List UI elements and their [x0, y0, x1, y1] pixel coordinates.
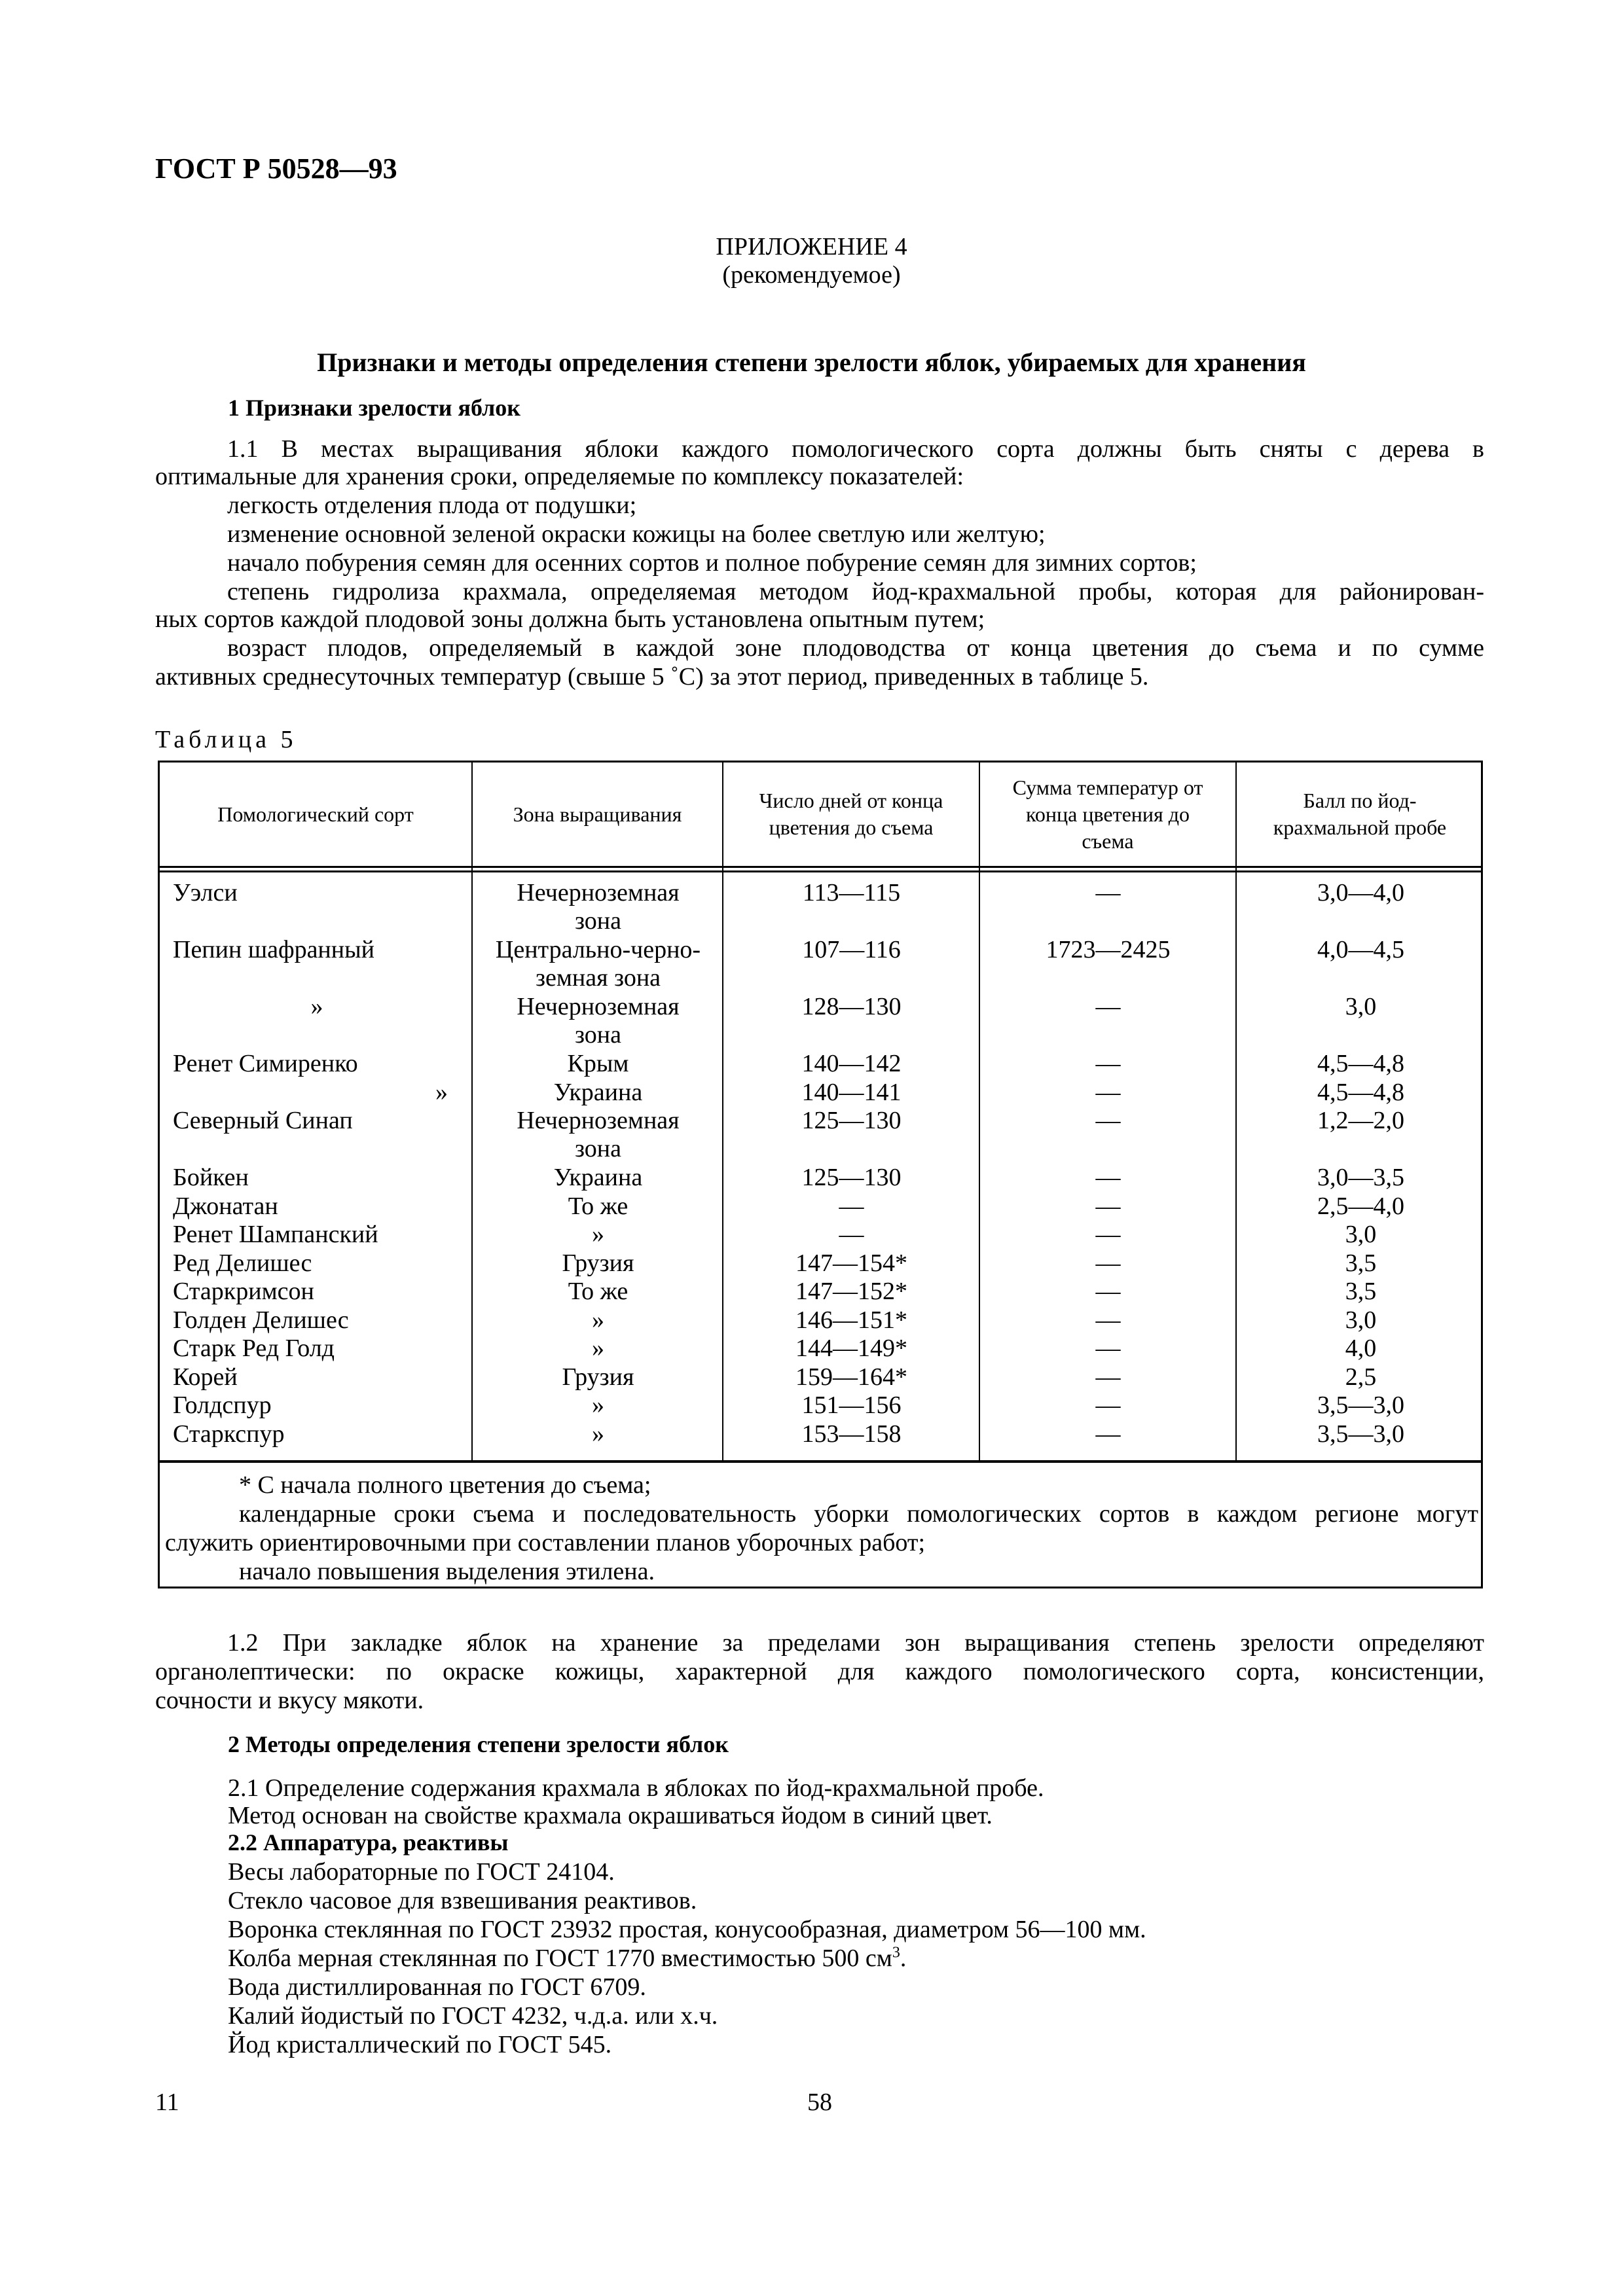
cell-score: 3,0: [1345, 993, 1377, 1020]
paragraph-1-2-line: органолептически: по окраске кожицы, характерной для каждого помологического сорта, консистенции,: [155, 1658, 1484, 1685]
criterion-item: изменение основной зеленой окраски кожицы на более светлую или желтую;: [227, 520, 1046, 548]
paragraph-1-2-line: 1.2 При закладке яблок на хранение за пределами зон выращивания степень зрелости определяют: [227, 1629, 1484, 1657]
footnote-line: календарные сроки съема и последовательность уборки помологических сортов в каждом регионе могут: [239, 1500, 1478, 1528]
cell-variety: Уэлси: [173, 879, 238, 906]
cell-zone: Нечерноземная зона: [517, 879, 680, 935]
cell-days: 159—164*: [795, 1363, 907, 1391]
cell-temp-sum: —: [1095, 1221, 1121, 1248]
equipment-item: Весы лабораторные по ГОСТ 24104.: [228, 1858, 615, 1886]
cell-temp-sum: —: [1095, 1363, 1121, 1391]
paragraph-1-2-line: сочности и вкусу мякоти.: [155, 1687, 424, 1714]
criterion-item: начало побурения семян для осенних сортов и полное побурение семян для зимних сортов;: [227, 549, 1197, 577]
cell-score: 4,0—4,5: [1317, 936, 1404, 963]
column-header-temp-sum: Сумма температур от конца цветения до съема: [1012, 775, 1203, 853]
section-1-heading: 1 Признаки зрелости яблок: [228, 395, 521, 421]
criterion-item: легкость отделения плода от подушки;: [227, 492, 637, 519]
cell-variety: Корей: [173, 1363, 238, 1391]
cell-zone: Украина: [553, 1164, 643, 1191]
cell-score: 4,5—4,8: [1317, 1050, 1404, 1077]
column-header-variety: Помологический сорт: [217, 802, 414, 826]
cell-zone: »: [592, 1221, 604, 1248]
criterion-item-cont: активных среднесуточных температур (свыше 5 ˚С) за этот период, приведенных в таблице 5.: [155, 663, 1149, 691]
cell-zone: Грузия: [562, 1249, 634, 1277]
cell-zone: »: [592, 1420, 604, 1448]
cell-temp-sum: —: [1095, 1306, 1121, 1334]
column-header-score: Балл по йод-крахмальной пробе: [1273, 789, 1447, 839]
appendix-title: ПРИЛОЖЕНИЕ 4: [716, 233, 907, 260]
cell-temp-sum: —: [1095, 1192, 1121, 1220]
section-2-heading: 2 Методы определения степени зрелости яблок: [228, 1731, 729, 1757]
table-caption: Таблица 5: [155, 726, 297, 753]
equipment-item: Стекло часовое для взвешивания реактивов.: [228, 1887, 697, 1914]
cell-score: 2,5: [1345, 1363, 1377, 1391]
cell-variety: Ренет Симиренко: [173, 1050, 358, 1077]
equipment-item: Йод кристаллический по ГОСТ 545.: [228, 2031, 612, 2058]
header-divider: [160, 866, 1481, 868]
equipment-item: Калий йодистый по ГОСТ 4232, ч.д.а. или х.ч.: [228, 2002, 718, 2030]
maturity-table: [158, 761, 1483, 1588]
criterion-item: степень гидролиза крахмала, определяемая методом йод-крахмальной пробы, которая для районирован-: [227, 578, 1484, 605]
cell-score: 3,5: [1345, 1249, 1377, 1277]
cell-zone: »: [592, 1306, 604, 1334]
cell-zone: Крым: [567, 1050, 629, 1077]
cell-variety: »: [310, 993, 323, 1020]
cell-variety: Бойкен: [173, 1164, 249, 1191]
cell-score: 3,0: [1345, 1306, 1377, 1334]
document-id: ГОСТ Р 50528—93: [155, 152, 397, 185]
cell-days: 151—156: [801, 1391, 902, 1419]
cell-days: 146—151*: [795, 1306, 907, 1334]
page-number: 58: [807, 2089, 832, 2116]
cell-score: 3,0: [1345, 1221, 1377, 1248]
cell-variety: Ренет Шампанский: [173, 1221, 378, 1248]
cell-variety: Голдспур: [173, 1391, 272, 1419]
cell-score: 1,2—2,0: [1317, 1107, 1404, 1134]
cell-score: 4,5—4,8: [1317, 1078, 1404, 1106]
criterion-item: возраст плодов, определяемый в каждой зоне плодоводства от конца цветения до съема и по сумме: [227, 634, 1484, 662]
main-title: Признаки и методы определения степени зрелости яблок, убираемых для хранения: [317, 348, 1306, 377]
cell-score: 3,5—3,0: [1317, 1391, 1404, 1419]
criterion-item-cont: ных сортов каждой плодовой зоны должна быть установлена опытным путем;: [155, 605, 985, 633]
cell-zone: Нечерноземная зона: [517, 1107, 680, 1162]
equipment-item: Воронка стеклянная по ГОСТ 23932 простая, конусообразная, диаметром 56—100 мм.: [228, 1916, 1146, 1943]
cell-temp-sum: —: [1095, 993, 1121, 1020]
cell-temp-sum: —: [1095, 1335, 1121, 1362]
cell-zone: Центрально-черно- земная зона: [495, 936, 701, 992]
cell-days: —: [839, 1221, 864, 1248]
cell-temp-sum: 1723—2425: [1046, 936, 1171, 963]
paragraph-2-2-heading: 2.2 Аппаратура, реактивы: [228, 1829, 509, 1856]
cell-temp-sum: —: [1095, 1249, 1121, 1277]
cell-days: 144—149*: [795, 1335, 907, 1362]
cell-days: 140—141: [801, 1078, 902, 1106]
cell-zone: Нечерноземная зона: [517, 993, 680, 1049]
cell-days: 125—130: [801, 1164, 902, 1191]
column-header-zone: Зона выращивания: [513, 802, 682, 826]
cell-days: 147—154*: [795, 1249, 907, 1277]
cell-temp-sum: —: [1095, 1164, 1121, 1191]
cell-variety: Голден Делишес: [173, 1306, 349, 1334]
cell-zone: То же: [568, 1278, 629, 1305]
footnote-line: начало повышения выделения этилена.: [239, 1558, 655, 1585]
cell-days: 107—116: [802, 936, 901, 963]
cell-score: 4,0: [1345, 1335, 1377, 1362]
cell-temp-sum: —: [1095, 1078, 1121, 1106]
cell-days: 125—130: [801, 1107, 902, 1134]
cell-days: 153—158: [801, 1420, 902, 1448]
cell-zone: Грузия: [562, 1363, 634, 1391]
cell-days: 147—152*: [795, 1278, 907, 1305]
cell-variety: Пепин шафранный: [173, 936, 374, 963]
cell-days: 113—115: [802, 879, 901, 906]
cell-score: 3,5—3,0: [1317, 1420, 1404, 1448]
cell-variety: Джонатан: [173, 1192, 278, 1220]
footnote-line: служить ориентировочными при составлении планов уборочных работ;: [165, 1529, 926, 1556]
footnote-line: * С начала полного цветения до съема;: [239, 1471, 651, 1499]
cell-variety: Ред Делишес: [173, 1249, 312, 1277]
equipment-item: Вода дистиллированная по ГОСТ 6709.: [228, 1973, 646, 2001]
column-header-days: Число дней от конца цветения до съема: [759, 789, 943, 839]
cell-temp-sum: —: [1095, 1391, 1121, 1419]
cell-zone: Украина: [553, 1078, 643, 1106]
header-divider: [160, 870, 1481, 872]
cell-temp-sum: —: [1095, 1278, 1121, 1305]
cell-days: 140—142: [801, 1050, 902, 1077]
footnote-divider: [160, 1460, 1481, 1463]
cell-temp-sum: —: [1095, 879, 1121, 906]
paragraph-1-1-line: 1.1 В местах выращивания яблоки каждого помологического сорта должны быть сняты с дерева в: [227, 435, 1484, 463]
cell-temp-sum: —: [1095, 1050, 1121, 1077]
paragraph-2-1: 2.1 Определение содержания крахмала в яблоках по йод-крахмальной пробе.: [228, 1774, 1044, 1802]
cell-score: 3,0—3,5: [1317, 1164, 1404, 1191]
cell-variety: Старкспур: [173, 1420, 285, 1448]
cell-score: 3,0—4,0: [1317, 879, 1404, 906]
cell-zone: То же: [568, 1192, 629, 1220]
cell-days: 128—130: [801, 993, 902, 1020]
cell-temp-sum: —: [1095, 1107, 1121, 1134]
cell-days: —: [839, 1192, 864, 1220]
equipment-item: Колба мерная стеклянная по ГОСТ 1770 вместимостью 500 $см^3$.: [228, 1944, 907, 1972]
paragraph-1-1-line: оптимальные для хранения сроки, определяемые по комплексу показателей:: [155, 463, 964, 490]
cell-variety: Северный Синап: [173, 1107, 353, 1134]
appendix-subtitle: (рекомендуемое): [722, 261, 901, 289]
sheet-number: 11: [155, 2089, 179, 2116]
cell-zone: »: [592, 1335, 604, 1362]
cell-variety: Старкримсон: [173, 1278, 314, 1305]
cell-score: 3,5: [1345, 1278, 1377, 1305]
cell-variety: Старк Ред Голд: [173, 1335, 335, 1362]
cell-score: 2,5—4,0: [1317, 1192, 1404, 1220]
cell-temp-sum: —: [1095, 1420, 1121, 1448]
cell-zone: »: [592, 1391, 604, 1419]
cell-variety: »: [435, 1078, 448, 1106]
method-description: Метод основан на свойстве крахмала окрашиваться йодом в синий цвет.: [228, 1802, 993, 1829]
